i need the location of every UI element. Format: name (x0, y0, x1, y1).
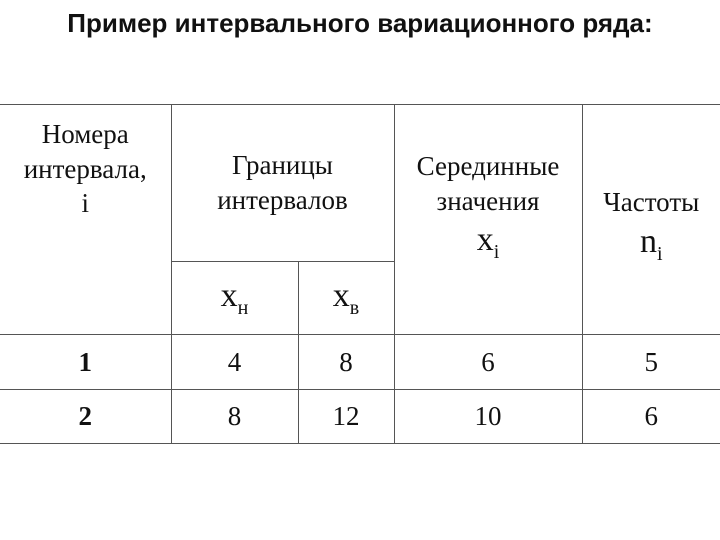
cell-midpoint: 10 (394, 390, 582, 444)
header-interval-number (0, 105, 171, 335)
cell-midpoint: 6 (394, 335, 582, 390)
page-title: Пример интервального вариационного ряда: (67, 8, 653, 38)
header-upper-bound: $x_в$ (298, 262, 394, 335)
header-midpoints (394, 105, 582, 335)
cell-interval-number: 1 (0, 335, 171, 390)
table-row (0, 335, 720, 390)
header-midpoints-line1: Серединные (416, 151, 560, 181)
cell-interval-number: 2 (0, 390, 171, 444)
cell-lower-bound: 4 (171, 335, 298, 390)
header-midpoints-line2: значения (436, 185, 540, 216)
frequency-symbol: $n_i$ (639, 222, 663, 265)
header-bounds-line1: Границы (232, 150, 333, 181)
header-frequency (582, 105, 720, 335)
header-lower-bound: $x_н$ (171, 262, 298, 335)
table-row (0, 390, 720, 444)
header-interval-number-line2: интервала, (23, 153, 147, 184)
midpoint-symbol: $x_i$ (476, 221, 500, 264)
header-bounds-line2: интервалов (217, 185, 348, 215)
header-frequency-label: Частоты (603, 187, 700, 217)
variation-series-table (0, 104, 720, 444)
cell-frequency: 5 (582, 335, 720, 390)
header-interval-number-line3: i (81, 188, 89, 219)
cell-upper-bound: 8 (298, 335, 394, 390)
header-interval-number-line1: Номера (41, 119, 129, 149)
cell-lower-bound: 8 (171, 390, 298, 444)
cell-frequency: 6 (582, 390, 720, 444)
cell-upper-bound: 12 (298, 390, 394, 444)
header-bounds (171, 105, 394, 262)
